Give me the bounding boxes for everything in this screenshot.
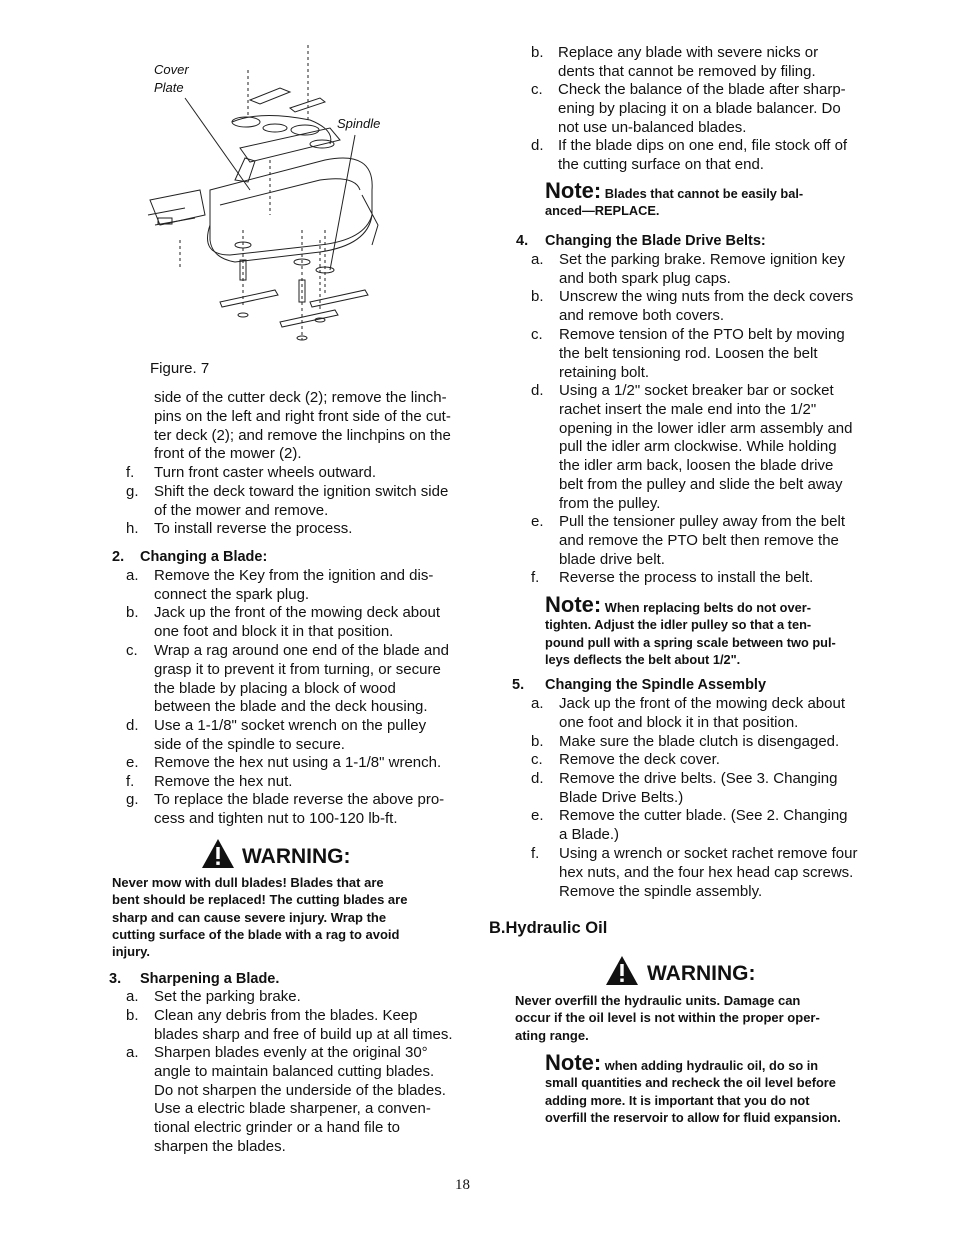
- warning-icon: [201, 838, 235, 869]
- section-title-hydraulic-oil: B.Hydraulic Oil: [489, 919, 608, 937]
- figure-label-cover-plate: Cover Plate: [154, 62, 189, 95]
- warning-title: WARNING:: [647, 962, 756, 985]
- continued-paragraph: side of the cutter deck (2); remove the linch- pins on the left and right front side of the cut- ter deck (2); and remove the linchpins on the front of the mower (2).: [154, 389, 451, 463]
- warning-icon: [605, 955, 639, 986]
- figure-caption: Figure. 7: [150, 360, 210, 377]
- figure-label-spindle: Spindle: [337, 116, 381, 131]
- note-hydraulic-oil: Note: when adding hydraulic oil, do so in small quantities and recheck the oil level before adding more. It is important that you do not overfill the reservoir to allow for fluid expansion.: [545, 1050, 841, 1125]
- warning-text: Never overfill the hydraulic units. Damage can occur if the oil level is not within the proper oper- ating range.: [515, 993, 820, 1043]
- note-balance: Note: Blades that cannot be easily bal- anced—REPLACE.: [545, 178, 804, 219]
- warning-title: WARNING:: [242, 845, 351, 868]
- mower-deck-exploded-diagram: [140, 40, 390, 360]
- note-belt-tension: Note: When replacing belts do not over- tighten. Adjust the idler pulley so that a ten- pound pull with a spring scale between two pul- leys deflects the belt about 1/2".: [545, 592, 836, 667]
- warning-text: Never mow with dull blades! Blades that are bent should be replaced! The cutting blades are sharp and can cause severe injury. Wrap the cutting surface of the blade with a rag to avoid injury.: [112, 875, 408, 960]
- page-number: 18: [455, 1177, 470, 1193]
